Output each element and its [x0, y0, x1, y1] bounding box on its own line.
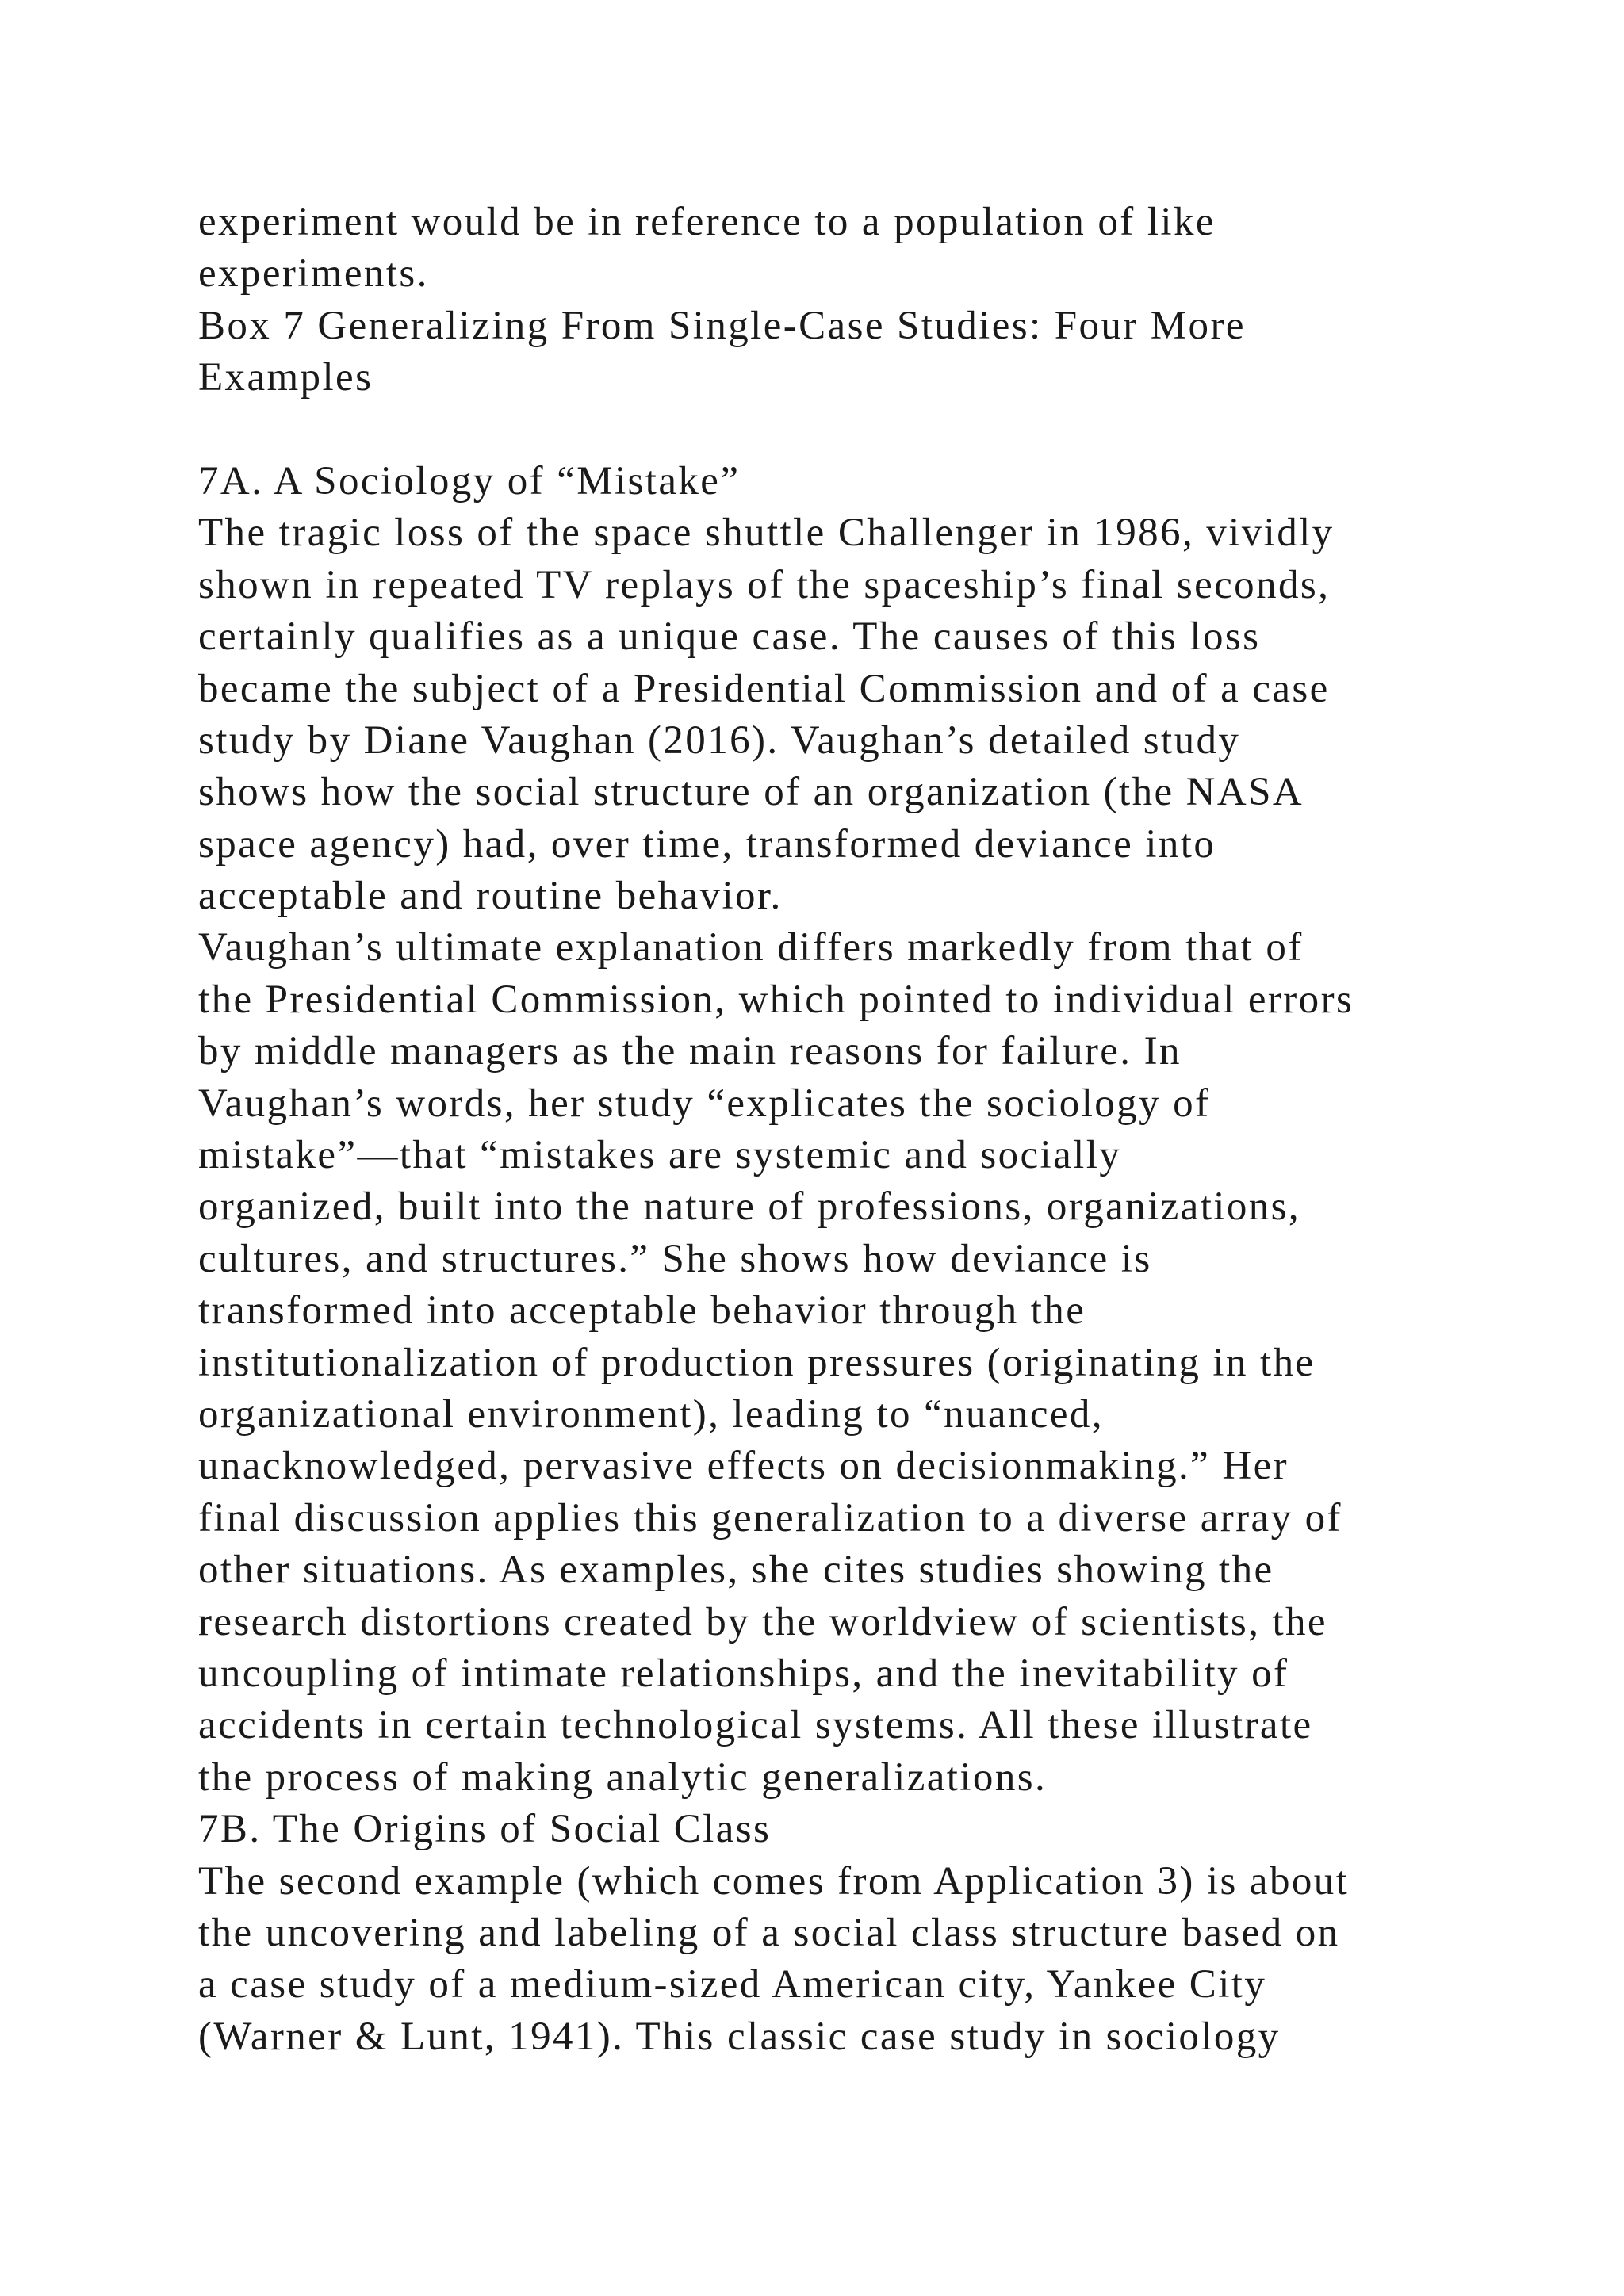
- text-line: Vaughan’s words, her study “explicates the sociology of: [198, 1081, 1211, 1126]
- text-line: cultures, and structures.” She shows how deviance is: [198, 1236, 1152, 1281]
- text-line: The tragic loss of the space shuttle Challenger in 1986, vividly: [198, 511, 1335, 556]
- text-line: experiments.: [198, 251, 429, 297]
- text-line: acceptable and routine behavior.: [198, 874, 783, 919]
- text-line: research distortions created by the worldview of scientists, the: [198, 1599, 1327, 1644]
- text-line: by middle managers as the main reasons for failure. In: [198, 1029, 1182, 1074]
- text-line: organizational environment), leading to “nuanced,: [198, 1391, 1104, 1437]
- text-line: became the subject of a Presidential Commission and of a case: [198, 666, 1330, 711]
- text-line: the process of making analytic generalizations.: [198, 1755, 1048, 1800]
- text-line: the Presidential Commission, which pointed to individual errors: [198, 977, 1354, 1022]
- text-line: the uncovering and labeling of a social class structure based on: [198, 1910, 1340, 1955]
- text-line: shows how the social structure of an organization (the NASA: [198, 770, 1304, 815]
- blank-line: [198, 404, 1562, 456]
- text-line: institutionalization of production pressures (originating in the: [198, 1340, 1316, 1385]
- text-line: uncoupling of intimate relationships, and the inevitability of: [198, 1651, 1289, 1696]
- text-line: space agency) had, over time, transformed deviance into: [198, 821, 1216, 867]
- section-heading-7b: 7B. The Origins of Social Class: [198, 1807, 772, 1852]
- text-line: shown in repeated TV replays of the spaceship’s final seconds,: [198, 562, 1331, 607]
- text-line: experiment would be in reference to a population of like: [198, 200, 1216, 244]
- text-line: organized, built into the nature of professions, organizations,: [198, 1184, 1301, 1230]
- text-line: The second example (which comes from Application 3) is about: [198, 1858, 1350, 1904]
- text-line: a case study of a medium-sized American city, Yankee City: [198, 1962, 1267, 2007]
- text-line: transformed into acceptable behavior through the: [198, 1288, 1086, 1334]
- text-line: (Warner & Lunt, 1941). This classic case study in sociology: [198, 2014, 1281, 2059]
- document-page: [198, 197, 1562, 2063]
- text-line: unacknowledged, pervasive effects on decisionmaking.” Her: [198, 1444, 1289, 1489]
- section-heading-7a: 7A. A Sociology of “Mistake”: [198, 458, 741, 503]
- text-line: Vaughan’s ultimate explanation differs markedly from that of: [198, 925, 1304, 970]
- text-line: study by Diane Vaughan (2016). Vaughan’s detailed study: [198, 718, 1241, 763]
- text-line: other situations. As examples, she cites studies showing the: [198, 1548, 1274, 1593]
- text-line: final discussion applies this generalization to a diverse array of: [198, 1495, 1342, 1540]
- box-heading-line: Examples: [198, 355, 373, 400]
- text-line: certainly qualifies as a unique case. The causes of this loss: [198, 614, 1261, 660]
- text-line: accidents in certain technological systems. All these illustrate: [198, 1703, 1313, 1748]
- text-line: mistake”—that “mistakes are systemic and socially: [198, 1133, 1122, 1178]
- box-heading-line: Box 7 Generalizing From Single-Case Studies: Four More: [198, 303, 1246, 348]
